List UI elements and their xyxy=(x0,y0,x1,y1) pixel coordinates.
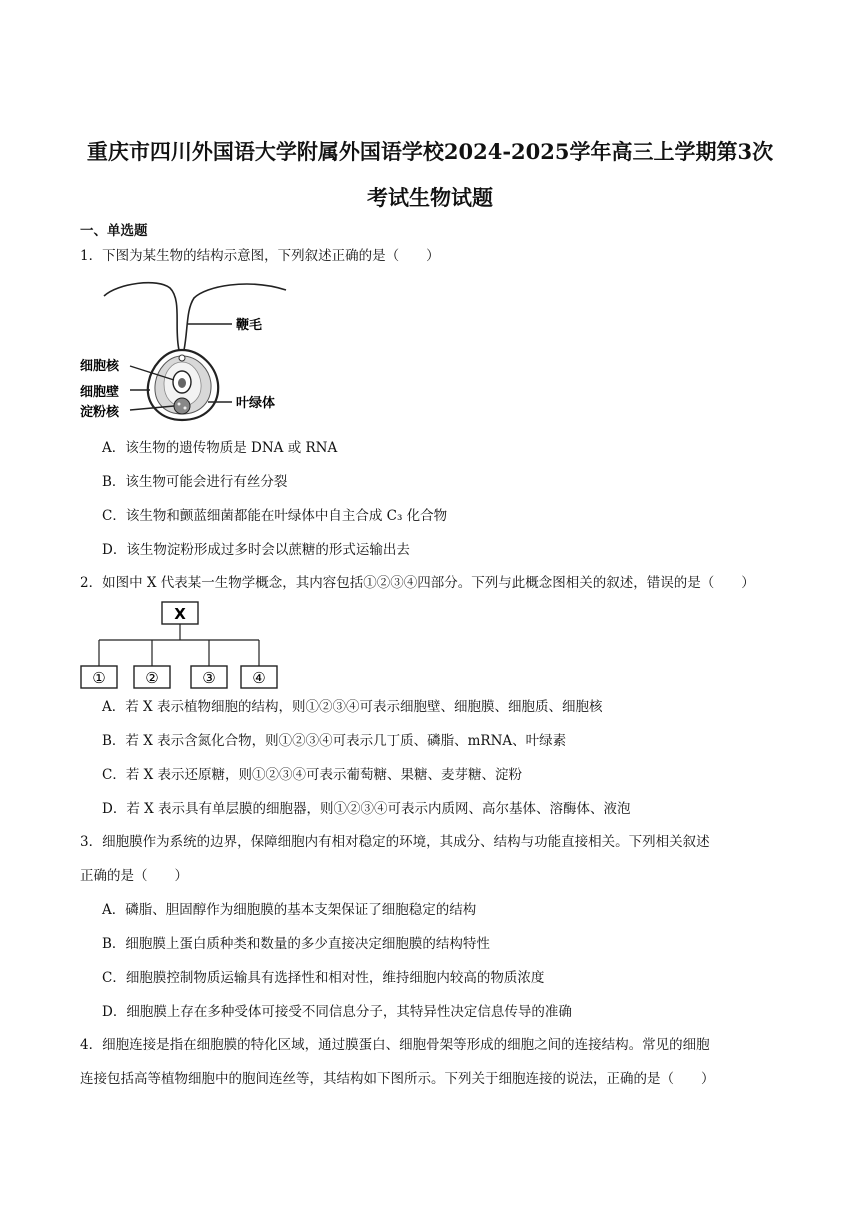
question-2-stem: 2．如图中 X 代表某一生物学概念，其内容包括①②③④四部分。下列与此概念图相关的叙述，错误的是（ ） xyxy=(80,575,755,591)
question-4-stem-line-2: 连接包括高等植物细胞中的胞间连丝等，其结构如下图所示。下列关于细胞连接的说法，正确的是（ ） xyxy=(80,1071,715,1087)
question-1-option-b: B．该生物可能会进行有丝分裂 xyxy=(102,474,288,490)
nucleolus-shape xyxy=(178,378,186,388)
question-1-option-d: D．该生物淀粉形成过多时会以蔗糖的形式运输出去 xyxy=(102,542,410,558)
flagellum-right xyxy=(184,284,286,350)
section-label: 一、单选题 xyxy=(80,223,148,239)
concept-label-1: ① xyxy=(92,669,106,687)
question-1-option-c: C．该生物和颤蓝细菌都能在叶绿体中自主合成 C₃ 化合物 xyxy=(102,508,448,524)
concept-label-2: ② xyxy=(145,669,159,687)
label-starch-core: 淀粉核 xyxy=(80,405,120,420)
concept-map-diagram xyxy=(78,600,282,690)
question-2-option-c: C．若 X 表示还原糖，则①②③④可表示葡萄糖、果糖、麦芽糖、淀粉 xyxy=(102,767,523,783)
starch-core-shape xyxy=(174,398,190,414)
figure-alga-cell xyxy=(78,278,298,428)
question-3-option-a: A．磷脂、胆固醇作为细胞膜的基本支架保证了细胞稳定的结构 xyxy=(102,902,477,918)
label-flagellum: 鞭毛 xyxy=(236,318,263,333)
question-1-stem: 1．下图为某生物的结构示意图，下列叙述正确的是（ ） xyxy=(80,248,440,264)
label-chloroplast: 叶绿体 xyxy=(236,396,276,411)
question-2-option-a: A．若 X 表示植物细胞的结构，则①②③④可表示细胞壁、细胞膜、细胞质、细胞核 xyxy=(102,699,603,715)
apical-granule xyxy=(179,355,185,361)
exam-title-line-1: 重庆市四川外国语大学附属外国语学校2024-2025学年高三上学期第3次 xyxy=(86,139,774,164)
question-3-stem-line-1: 3．细胞膜作为系统的边界，保障细胞内有相对稳定的环境，其成分、结构与功能直接相关。下列相关叙述 xyxy=(80,834,710,850)
question-3-option-c: C．细胞膜控制物质运输具有选择性和相对性，维持细胞内较高的物质浓度 xyxy=(102,970,545,986)
label-nucleus: 细胞核 xyxy=(80,359,120,374)
label-cell-wall: 细胞壁 xyxy=(80,385,120,400)
concept-label-4: ④ xyxy=(252,669,266,687)
concept-label-3: ③ xyxy=(202,669,216,687)
exam-title-line-2: 考试生物试题 xyxy=(367,185,493,210)
question-3-option-b: B．细胞膜上蛋白质种类和数量的多少直接决定细胞膜的结构特性 xyxy=(102,936,490,952)
question-2-option-d: D．若 X 表示具有单层膜的细胞器，则①②③④可表示内质网、高尔基体、溶酶体、液泡 xyxy=(102,801,631,817)
question-2-option-b: B．若 X 表示含氮化合物，则①②③④可表示几丁质、磷脂、mRNA、叶绿素 xyxy=(102,733,567,749)
figure-concept-map xyxy=(78,600,282,690)
alga-cell-diagram xyxy=(78,278,298,428)
question-1-option-a: A．该生物的遗传物质是 DNA 或 RNA xyxy=(102,440,338,456)
question-3-option-d: D．细胞膜上存在多种受体可接受不同信息分子，其特异性决定信息传导的准确 xyxy=(102,1004,572,1020)
concept-label-x: X xyxy=(174,605,186,623)
question-4-stem-line-1: 4．细胞连接是指在细胞膜的特化区域，通过膜蛋白、细胞骨架等形成的细胞之间的连接结构。常见的细胞 xyxy=(80,1037,710,1053)
flagellum-left xyxy=(104,283,179,350)
question-3-stem-line-2: 正确的是（ ） xyxy=(80,868,188,884)
